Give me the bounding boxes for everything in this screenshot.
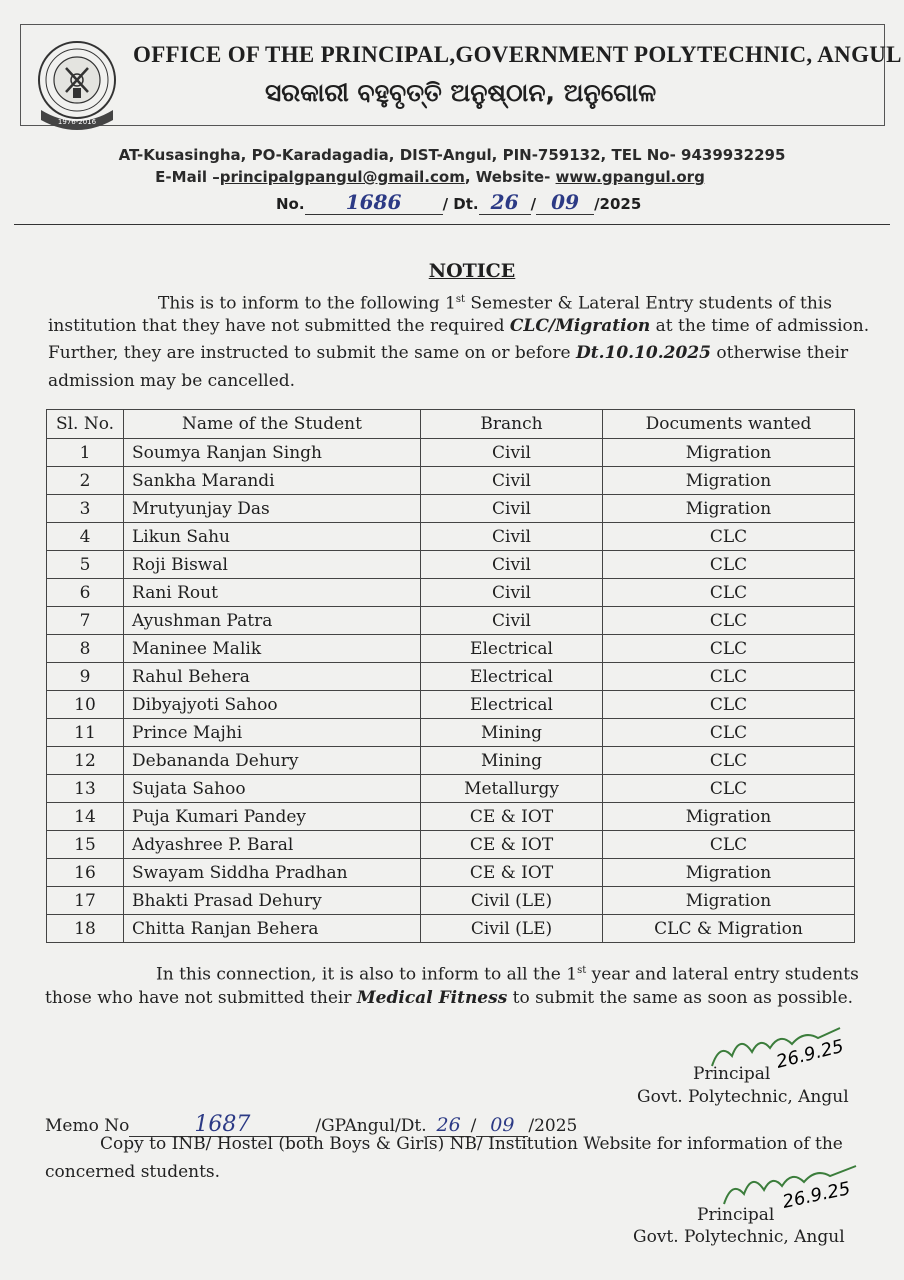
row-sl-no: 6	[47, 579, 124, 607]
row-documents-wanted: CLC	[603, 719, 855, 747]
row-sl-no: 16	[47, 859, 124, 887]
row-sl-no: 14	[47, 803, 124, 831]
row-student-name: Prince Majhi	[124, 719, 421, 747]
row-sl-no: 13	[47, 775, 124, 803]
row-branch: Electrical	[421, 663, 603, 691]
signature-2-org: Govt. Polytechnic, Angul	[633, 1227, 845, 1247]
row-branch: CE & IOT	[421, 803, 603, 831]
table-row	[47, 803, 855, 831]
odia-title: ସରକାରୀ ବହୁବୃତ୍ତି ଅନୁଷ୍ଠାନ, ଅନୁଗୋଳ	[265, 78, 657, 107]
contact-line: E-Mail –principalgpangul@gmail.com, Website- www.gpangul.org	[155, 168, 705, 186]
row-sl-no: 18	[47, 915, 124, 943]
row-student-name: Ayushman Patra	[124, 607, 421, 635]
header-student-name: Name of the Student	[124, 410, 421, 439]
table-row	[47, 887, 855, 915]
memo-handwritten-day: 26	[427, 1114, 471, 1137]
row-branch: Civil	[421, 607, 603, 635]
row-branch: Civil	[421, 439, 603, 467]
signature-1-title: Principal	[693, 1064, 771, 1084]
table-row	[47, 579, 855, 607]
header-divider	[14, 224, 890, 225]
row-documents-wanted: Migration	[603, 467, 855, 495]
row-documents-wanted: CLC & Migration	[603, 915, 855, 943]
table-row	[47, 467, 855, 495]
row-sl-no: 1	[47, 439, 124, 467]
row-branch: Electrical	[421, 691, 603, 719]
table-row	[47, 495, 855, 523]
row-sl-no: 3	[47, 495, 124, 523]
handwritten-number: 1686	[305, 190, 443, 215]
table-row	[47, 915, 855, 943]
notice-heading: NOTICE	[428, 260, 516, 282]
row-student-name: Dibyajyoti Sahoo	[124, 691, 421, 719]
row-branch: Civil	[421, 467, 603, 495]
row-documents-wanted: CLC	[603, 691, 855, 719]
table-row	[47, 551, 855, 579]
table-row	[47, 719, 855, 747]
row-branch: Civil	[421, 523, 603, 551]
row-branch: Metallurgy	[421, 775, 603, 803]
row-sl-no: 4	[47, 523, 124, 551]
row-documents-wanted: CLC	[603, 607, 855, 635]
row-sl-no: 9	[47, 663, 124, 691]
table-row	[47, 663, 855, 691]
row-student-name: Mrutyunjay Das	[124, 495, 421, 523]
table-header-row	[47, 410, 855, 439]
row-student-name: Chitta Ranjan Behera	[124, 915, 421, 943]
row-student-name: Rani Rout	[124, 579, 421, 607]
website-link[interactable]: www.gpangul.org	[555, 168, 705, 186]
row-student-name: Swayam Siddha Pradhan	[124, 859, 421, 887]
email-link[interactable]: principalgpangul@gmail.com	[219, 168, 465, 186]
row-student-name: Soumya Ranjan Singh	[124, 439, 421, 467]
row-branch: Civil	[421, 579, 603, 607]
header-branch: Branch	[421, 410, 603, 439]
row-sl-no: 5	[47, 551, 124, 579]
row-branch: Civil (LE)	[421, 887, 603, 915]
handwritten-month: 09	[536, 190, 594, 215]
row-sl-no: 17	[47, 887, 124, 915]
logo-year: 1976-2016	[57, 118, 97, 126]
row-sl-no: 15	[47, 831, 124, 859]
address-line: AT-Kusasingha, PO-Karadagadia, DIST-Angul, PIN-759132, TEL No- 9439932295	[118, 146, 786, 164]
notice-paragraph-line-2: institution that they have not submitted the required CLC/Migration at the time of admission.	[48, 316, 870, 336]
row-student-name: Adyashree P. Baral	[124, 831, 421, 859]
institution-logo	[36, 40, 118, 130]
students-table	[46, 409, 855, 943]
header-documents-wanted: Documents wanted	[603, 410, 855, 439]
row-sl-no: 12	[47, 747, 124, 775]
row-branch: Civil (LE)	[421, 915, 603, 943]
table-row	[47, 859, 855, 887]
row-student-name: Debananda Dehury	[124, 747, 421, 775]
table-row	[47, 747, 855, 775]
row-student-name: Bhakti Prasad Dehury	[124, 887, 421, 915]
memo-handwritten-month: 09	[476, 1114, 528, 1137]
header-sl-no: Sl. No.	[47, 410, 124, 439]
row-sl-no: 10	[47, 691, 124, 719]
row-student-name: Puja Kumari Pandey	[124, 803, 421, 831]
table-row	[47, 523, 855, 551]
row-sl-no: 7	[47, 607, 124, 635]
row-branch: Civil	[421, 551, 603, 579]
row-documents-wanted: CLC	[603, 747, 855, 775]
row-documents-wanted: Migration	[603, 859, 855, 887]
row-documents-wanted: CLC	[603, 635, 855, 663]
table-row	[47, 635, 855, 663]
memo-line: Memo No 1687 /GPAngul/Dt. 26 / 09 /2025	[45, 1112, 578, 1137]
row-documents-wanted: CLC	[603, 831, 855, 859]
notice-paragraph-line-1: This is to inform to the following 1st Semester & Lateral Entry students of this	[158, 293, 832, 314]
table-row	[47, 691, 855, 719]
reference-number-line: No. 1686 / Dt. 26 / 09 /2025	[276, 190, 642, 214]
row-branch: Mining	[421, 747, 603, 775]
row-documents-wanted: Migration	[603, 439, 855, 467]
row-documents-wanted: CLC	[603, 775, 855, 803]
notice-paragraph-line-3: Further, they are instructed to submit the same on or before Dt.10.10.2025 otherwise their	[48, 343, 849, 363]
row-student-name: Rahul Behera	[124, 663, 421, 691]
memo-handwritten-number: 1687	[129, 1114, 315, 1137]
letterhead-box	[20, 24, 885, 126]
row-student-name: Sankha Marandi	[124, 467, 421, 495]
office-title: OFFICE OF THE PRINCIPAL,GOVERNMENT POLYTECHNIC, ANGUL	[133, 42, 902, 67]
table-row	[47, 439, 855, 467]
followup-line-1: In this connection, it is also to inform to all the 1st year and lateral entry students	[156, 964, 859, 985]
table-row	[47, 831, 855, 859]
row-student-name: Likun Sahu	[124, 523, 421, 551]
followup-line-2: those who have not submitted their Medical Fitness to submit the same as soon as possible.	[45, 988, 854, 1008]
signature-date-2: 26.9.25	[780, 1178, 853, 1213]
row-student-name: Roji Biswal	[124, 551, 421, 579]
row-branch: Electrical	[421, 635, 603, 663]
row-sl-no: 11	[47, 719, 124, 747]
row-documents-wanted: CLC	[603, 663, 855, 691]
table-row	[47, 775, 855, 803]
signature-date-1: 26.9.25	[774, 1035, 846, 1073]
row-documents-wanted: CLC	[603, 551, 855, 579]
row-sl-no: 8	[47, 635, 124, 663]
row-documents-wanted: Migration	[603, 803, 855, 831]
row-branch: Civil	[421, 495, 603, 523]
row-branch: Mining	[421, 719, 603, 747]
copy-to-line-2: concerned students.	[45, 1162, 221, 1182]
row-student-name: Sujata Sahoo	[124, 775, 421, 803]
row-documents-wanted: CLC	[603, 579, 855, 607]
row-documents-wanted: Migration	[603, 495, 855, 523]
handwritten-day: 26	[479, 190, 531, 215]
signature-2-title: Principal	[697, 1205, 775, 1225]
copy-to-line-1: Copy to INB/ Hostel (both Boys & Girls) NB/ Institution Website for information of the	[100, 1134, 843, 1154]
row-documents-wanted: Migration	[603, 887, 855, 915]
table-row	[47, 607, 855, 635]
row-documents-wanted: CLC	[603, 523, 855, 551]
notice-paragraph-line-4: admission may be cancelled.	[48, 371, 296, 391]
signature-1-org: Govt. Polytechnic, Angul	[637, 1087, 849, 1107]
row-branch: CE & IOT	[421, 831, 603, 859]
row-branch: CE & IOT	[421, 859, 603, 887]
row-sl-no: 2	[47, 467, 124, 495]
row-student-name: Maninee Malik	[124, 635, 421, 663]
